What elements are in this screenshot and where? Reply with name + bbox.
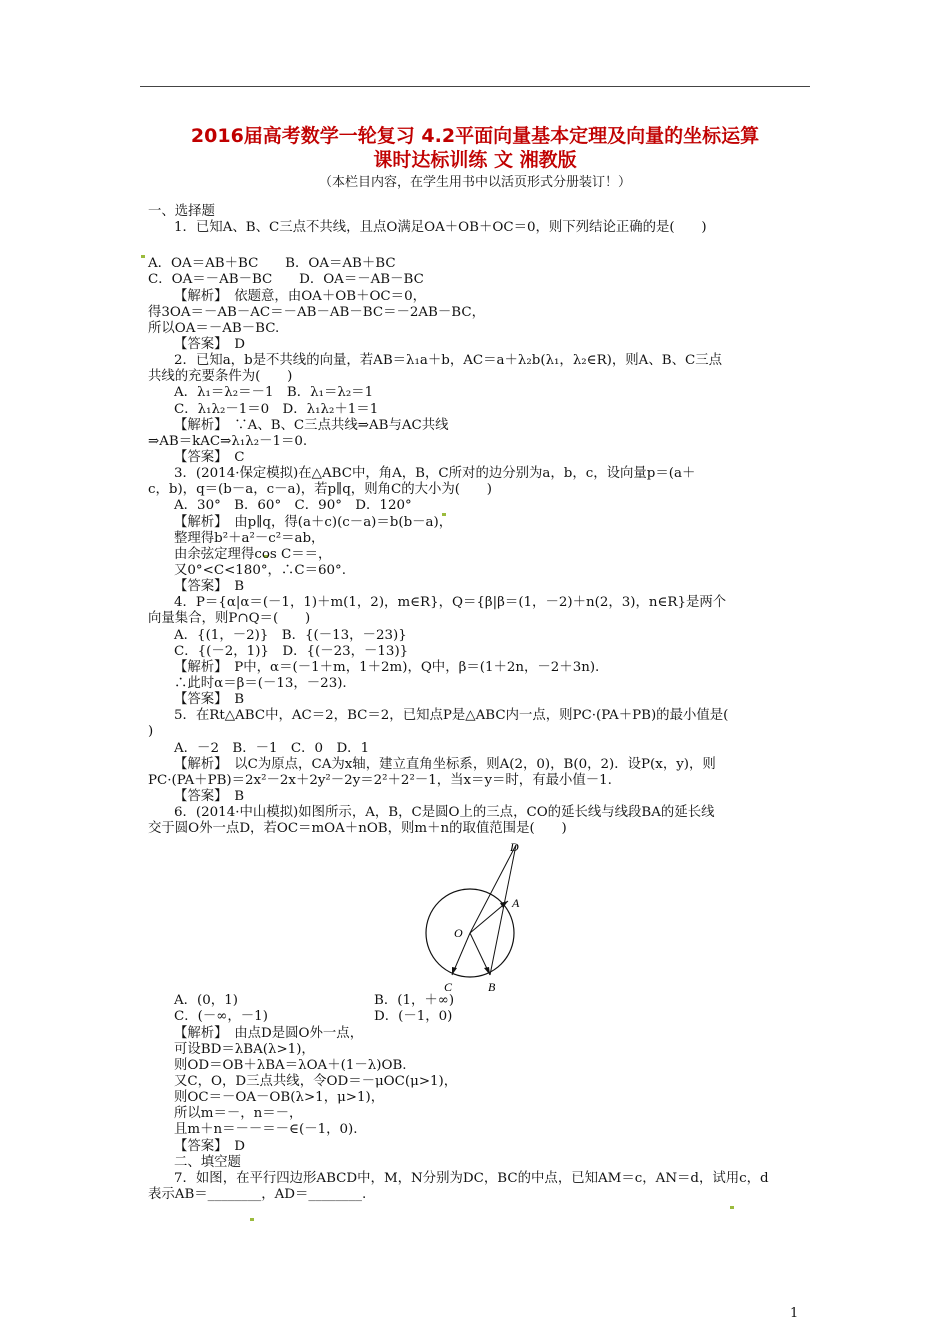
answer-line: 【答案】 D — [174, 336, 245, 352]
stray-mark — [730, 1206, 734, 1209]
choice-line: A．－2 B．－1 C．0 D．1 — [174, 740, 370, 756]
question-line: c，b)，q＝(b－a，c－a)，若p∥q，则角C的大小为( ) — [148, 482, 493, 498]
header-rule — [140, 86, 810, 87]
choice-b: B．(1，＋∞) — [374, 993, 455, 1009]
label-c: C — [444, 980, 453, 994]
analysis-line: 则OD＝OB＋λBA＝λOA＋(1－λ)OB. — [174, 1057, 407, 1073]
analysis-line: 可设BD＝λBA(λ>1)， — [174, 1041, 315, 1057]
question-line: 表示AB＝________，AD＝________. — [148, 1187, 367, 1203]
analysis-line: 由余弦定理得cos C＝＝， — [174, 546, 332, 562]
question-line: 共线的充要条件为( ) — [148, 369, 293, 385]
choice-d: D．(－1，0) — [374, 1009, 453, 1025]
section-heading: 二、填空题 — [174, 1154, 241, 1170]
question-2: 2．已知a，b是不共线的向量，若AB＝λ₁a＋b，AC＝a＋λ₂b(λ₁，λ₂∈R)，则A、B、C三点 — [174, 353, 722, 369]
analysis-line: 所以m＝－，n＝－， — [174, 1106, 303, 1122]
analysis-line: 【解析】 以C为原点，CA为x轴，建立直角坐标系，则A(2，0)，B(0，2)．设P(x，y)，则 — [174, 756, 716, 772]
label-d: D — [510, 840, 519, 855]
question-7: 7．如图，在平行四边形ABCD中，M，N分别为DC，BC的中点，已知AM＝c，AN＝d，试用c，d — [174, 1170, 769, 1186]
question-line: 交于圆O外一点D，若OC＝mOA＋nOB，则m＋n的取值范围是( ) — [148, 821, 567, 837]
analysis-line: PC·(PA＋PB)＝2x²－2x＋2y²－2y＝2²＋2²－1，当x＝y＝时，有最小值－1. — [148, 772, 612, 788]
answer-line: 【答案】 C — [174, 449, 245, 465]
analysis-line: 【解析】 ∵A、B、C三点共线⇒AB与AC共线 — [174, 417, 449, 433]
question-3: 3．(2014·保定模拟)在△ABC中，角A，B，C所对的边分别为a，b，c，设向量p＝(a＋ — [174, 466, 696, 482]
choice-line: C．{(－2，1)} D．{(－23，－13)} — [174, 643, 409, 659]
analysis-line: 又C，O，D三点共线，令OD＝－μOC(μ>1)， — [174, 1074, 458, 1090]
segment-bd — [490, 845, 516, 975]
page-number: 1 — [790, 1306, 799, 1321]
doc-title-line2: 课时达标训练 文 湘教版 — [373, 149, 577, 171]
circle-diagram — [424, 837, 544, 993]
choice-line: A．λ₁＝λ₂＝－1 B．λ₁＝λ₂＝1 — [174, 385, 374, 401]
answer-line: 【答案】 B — [174, 692, 245, 708]
section-heading: 一、选择题 — [148, 204, 215, 219]
choice-line: A．{(1，－2)} B．{(－13，－23)} — [174, 627, 407, 643]
choice-line: A．OA＝AB＋BC B．OA＝AB＋BC — [148, 256, 396, 272]
analysis-line: 整理得b²＋a²－c²＝ab， — [174, 530, 325, 546]
analysis-line: ∴此时α＝β＝(－13，－23). — [174, 675, 347, 691]
answer-line: 【答案】 B — [174, 579, 245, 595]
question-line: 向量集合，则P∩Q＝( ) — [148, 611, 311, 627]
choice-line: C．OA＝－AB－BC D．OA＝－AB－BC — [148, 272, 424, 288]
choice-line: C．λ₁λ₂－1＝0 D．λ₁λ₂＋1＝1 — [174, 401, 379, 417]
analysis-line: 则OC＝－OA－OB(λ>1，μ>1)， — [174, 1090, 385, 1106]
stray-mark — [250, 1218, 254, 1221]
analysis-line: 【解析】 由p∥q，得(a＋c)(c－a)＝b(b－a)， — [174, 514, 453, 530]
label-o: O — [454, 926, 463, 941]
question-4: 4．P＝{α|α＝(－1，1)＋m(1，2)，m∈R}，Q＝{β|β＝(1，－2)＋n(2，3)，n∈R}是两个 — [174, 595, 727, 611]
analysis-line: 所以OA＝－AB－BC. — [148, 320, 280, 336]
label-b: B — [488, 980, 496, 994]
question-6: 6．(2014·中山模拟)如图所示，A，B，C是圆O上的三点，CO的延长线与线段BA的延长线 — [174, 805, 715, 821]
choice-row — [148, 993, 816, 1009]
document-body — [148, 204, 816, 1203]
analysis-line: ⇒AB＝kAC⇒λ₁λ₂－1＝0. — [148, 433, 308, 449]
analysis-line: 得3OA＝－AB－AC＝－AB－AB－BC＝－2AB－BC， — [148, 304, 486, 320]
answer-line: 【答案】 D — [174, 1138, 245, 1154]
doc-subtitle: （本栏目内容，在学生用书中以活页形式分册装订！） — [318, 175, 631, 190]
question-line: ) — [148, 724, 154, 740]
spacer — [148, 236, 816, 256]
analysis-line: 【解析】 由点D是圆O外一点， — [174, 1025, 364, 1041]
question-5: 5．在Rt△ABC中，AC＝2，BC＝2，已知点P是△ABC内一点，则PC·(PA＋PB)的最小值是( — [174, 708, 729, 724]
stray-mark — [141, 255, 145, 258]
choice-line: A．30° B．60° C．90° D．120° — [174, 498, 412, 514]
doc-title-line1: 2016届高考数学一轮复习 4.2平面向量基本定理及向量的坐标运算 — [190, 125, 760, 147]
analysis-line: 【解析】 P中，α＝(－1＋m，1＋2m)，Q中，β＝(1＋2n，－2＋3n). — [174, 659, 600, 675]
circle-figure — [148, 837, 816, 993]
choice-a: A．(0，1) — [174, 993, 238, 1009]
question-1: 1．已知A、B、C三点不共线，且点O满足OA＋OB＋OC＝0，则下列结论正确的是( ) — [174, 220, 707, 236]
answer-line: 【答案】 B — [174, 788, 245, 804]
choice-row — [148, 1009, 816, 1025]
label-a: A — [512, 896, 520, 911]
analysis-line: 【解析】 依题意，由OA＋OB＋OC＝0， — [174, 288, 426, 304]
analysis-line: 且m＋n＝－－＝－∈(－1，0). — [174, 1122, 358, 1138]
choice-c: C．(－∞，－1) — [174, 1009, 268, 1025]
analysis-line: 又0°<C<180°，∴C＝60°. — [174, 562, 346, 578]
